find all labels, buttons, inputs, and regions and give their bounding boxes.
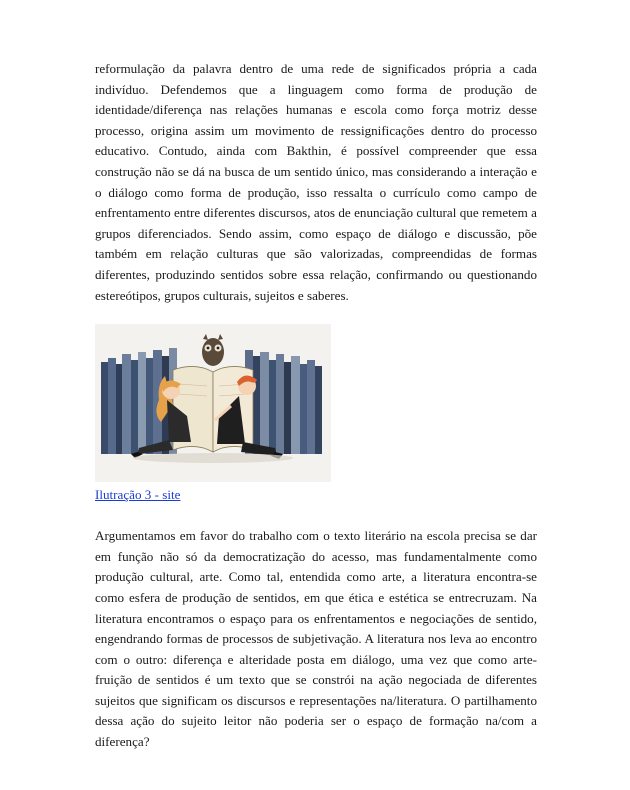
figure-caption-link[interactable]: Ilutração 3 - site (95, 487, 181, 503)
paragraph-2: Argumentamos em favor do trabalho com o texto literário na escola precisa se dar em função não só da democratização do acesso, mas fundamentalmente como produção cultural, arte. Como tal, entendida como arte, a literatura encontra-se como esfera de produção de sentidos, em que ética e estética se entrecruzam. Na literatura encontramos o espaço para os enfrentamentos e negociações de sentido, engendrando formas de processos de subjetivação. A literatura nos leva ao encontro com o outro: diferença e alteridade posta em diálogo, uma vez que como arte-fruição de sentidos é um texto que se constrói na ação negociada de diferentes sujeitos que significam os discursos e representações na/literatura. O partilhamento dessa ação do sujeito leitor não poderia ser o espaço de formação na/com a diferença? (95, 528, 537, 750)
right-bookshelf (245, 350, 322, 454)
document-page (95, 59, 537, 753)
children-reading-illustration (95, 324, 331, 482)
paragraph-1: reformulação da palavra dentro de uma rede de significados própria a cada indivíduo. Defendemos que a linguagem como forma de produção de identidade/diferença nas relações humanas e escola como força motriz desse processo, origina assim um movimento de ressignificações dentro do processo educativo. Contudo, ainda com Bakthin, é possível compreender que essa construção não se dá na busca de um sentido único, mas considerando a interação e o diálogo como forma de produção, isso ressalta o currículo como campo de enfrentamento entre diferentes discursos, atos de enunciação cultural que remetem a grupos diferenciados. Sendo assim, como espaço de diálogo e discussão, põe também em relação culturas que são valorizadas, compreendidas de formas diferentes, produzindo sentidos sobre essa relação, confirmando ou questionando estereótipos, grupos culturais, sujeitos e saberes. (95, 61, 537, 303)
owl-icon (202, 334, 224, 366)
illustration-image (95, 324, 331, 482)
